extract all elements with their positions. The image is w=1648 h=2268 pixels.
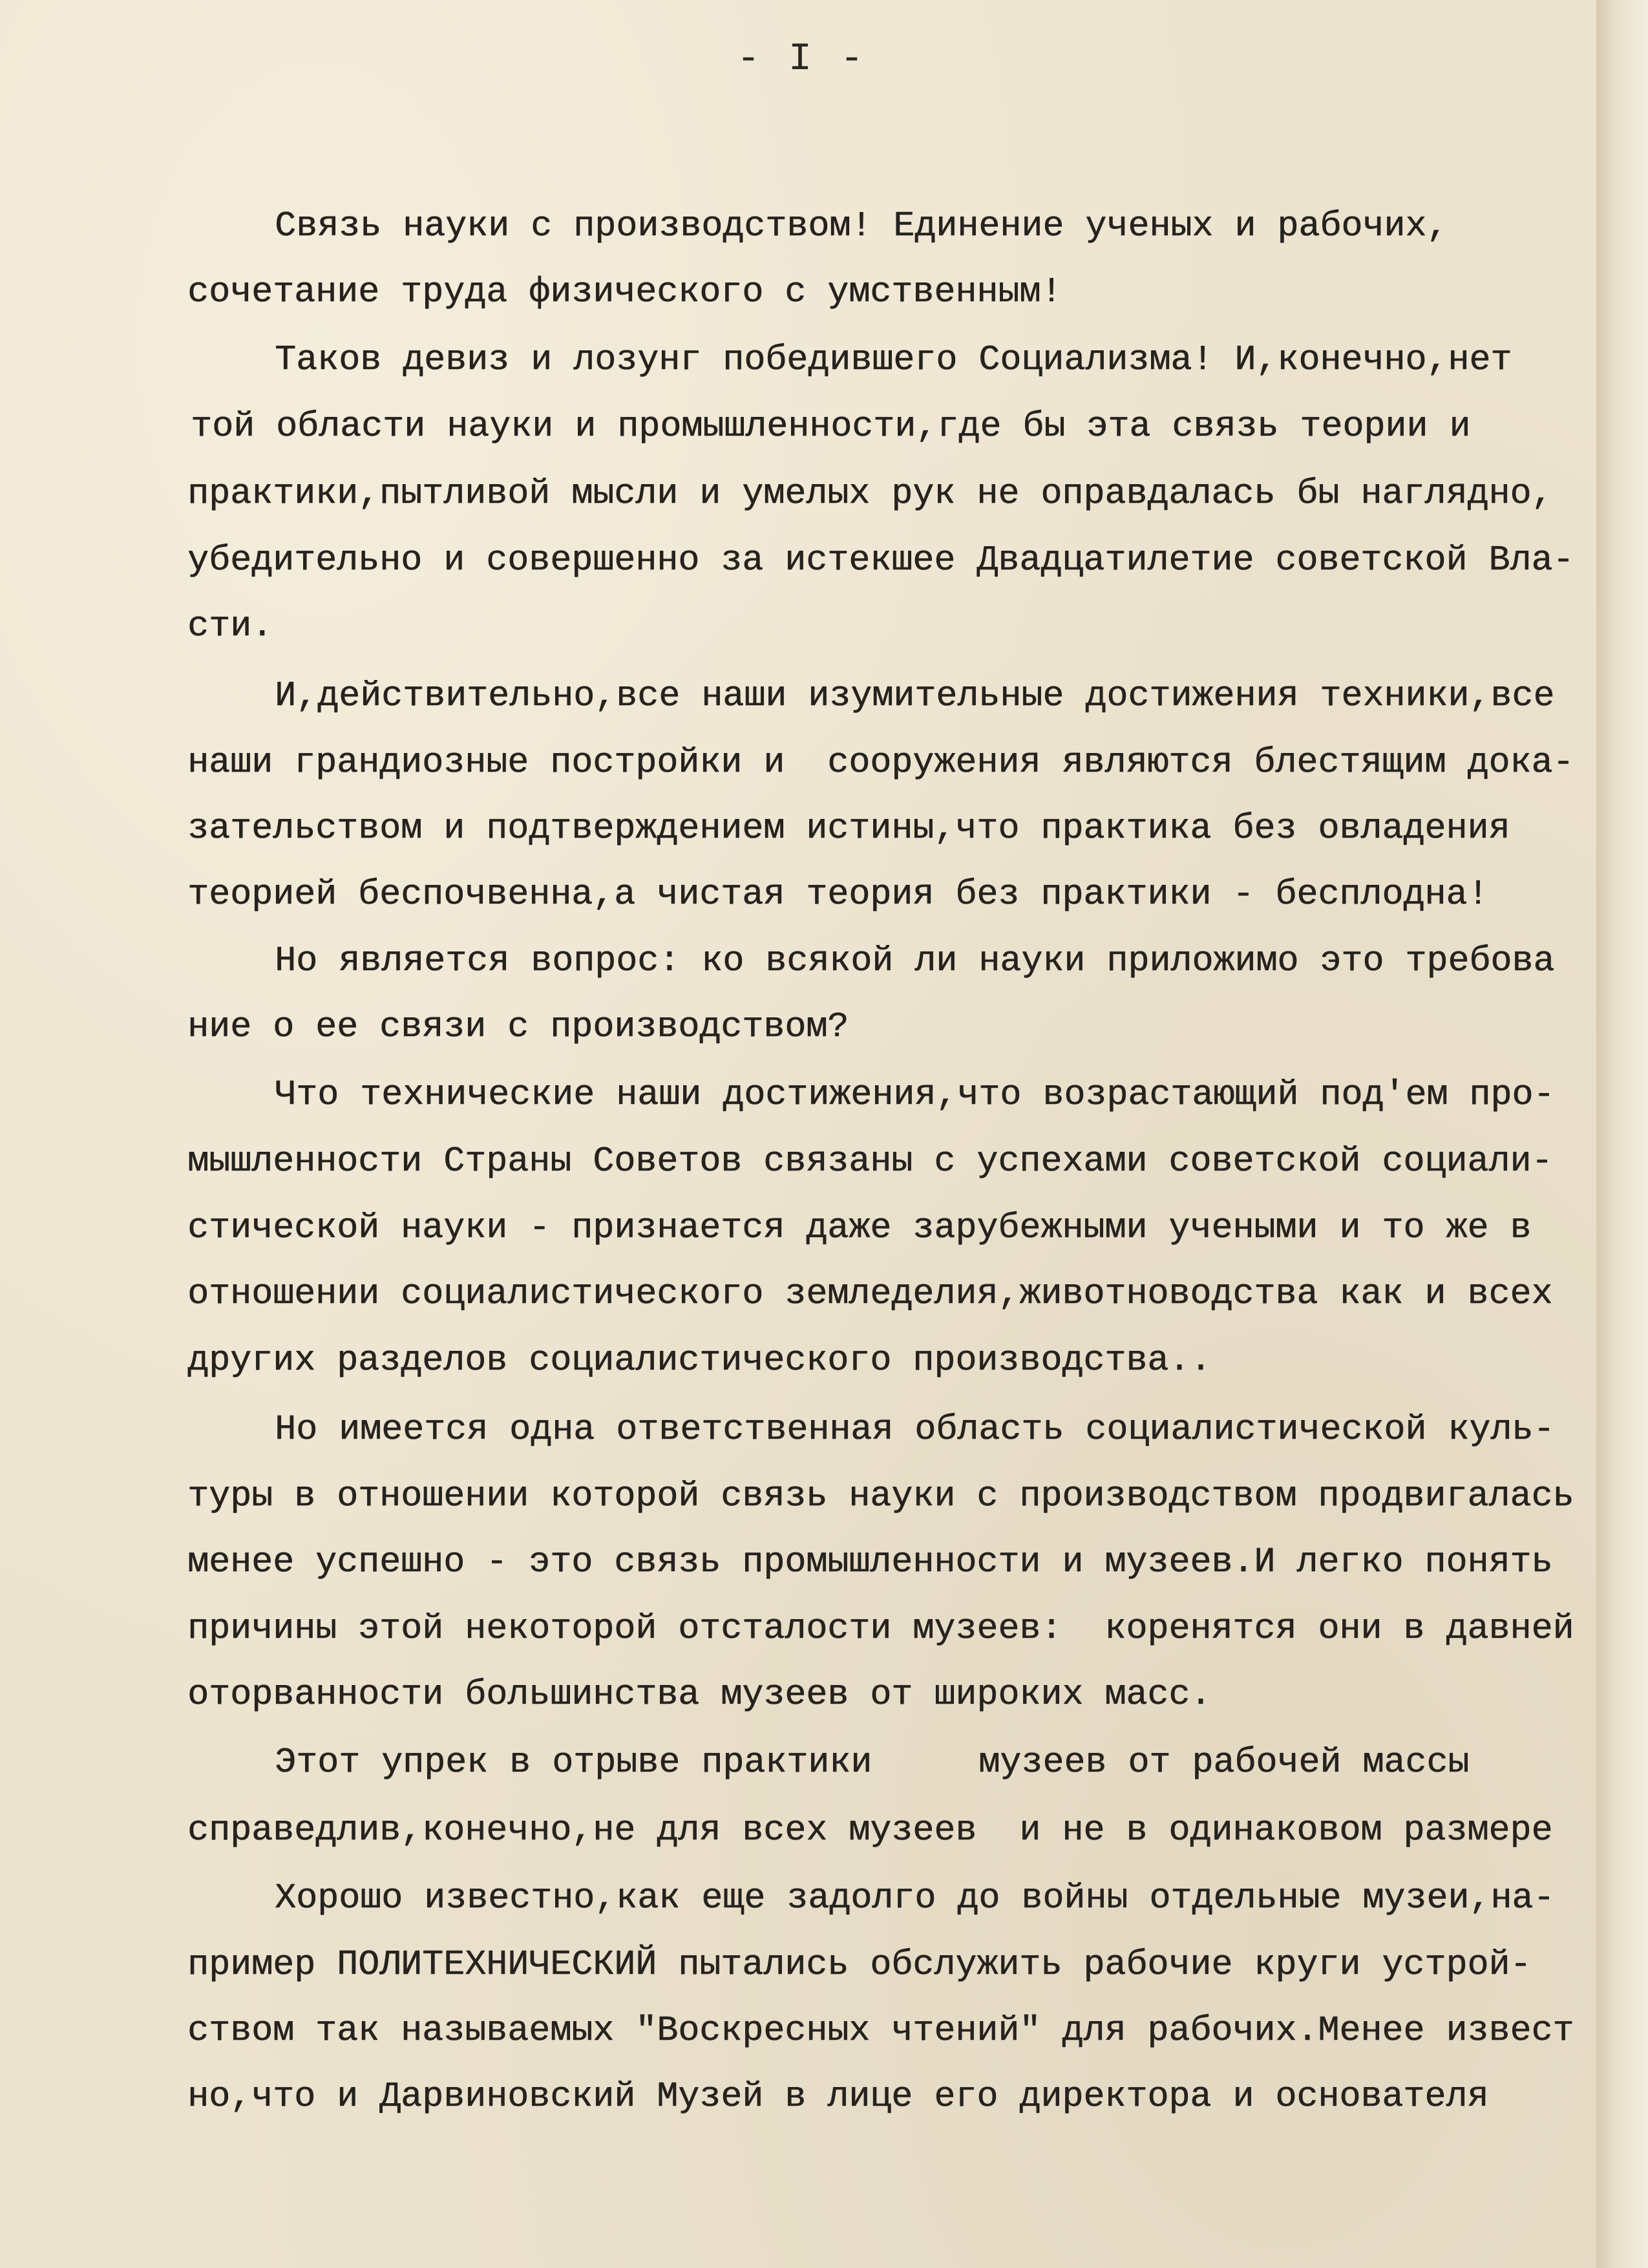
text-line: Этот упрек в отрыве практики музеев от рабочей массы: [275, 1742, 1470, 1783]
text-line: сти.: [187, 606, 273, 646]
text-line: туры в отношении которой связь науки с производством продвигалась: [187, 1476, 1574, 1516]
text-line: теорией беспочвенна,а чистая теория без практики - бесплодна!: [187, 874, 1489, 915]
text-line: зательством и подтверждением истины,что практика без овладения: [187, 808, 1510, 849]
text-line: практики,пытливой мысли и умелых рук не оправдалась бы наглядно,: [187, 473, 1553, 514]
text-line: той области науки и промышленности,где бы эта связь теории и: [191, 406, 1471, 447]
text-line: Хорошо известно,как еще задолго до войны отдельные музеи,на-: [275, 1878, 1555, 1918]
text-line: Но является вопрос: ко всякой ли науки приложимо это требова: [275, 940, 1555, 981]
text-line: Связь науки с производством! Единение ученых и рабочих,: [275, 206, 1448, 246]
text-line: мышленности Страны Советов связаны с успехами советской социали-: [187, 1141, 1553, 1182]
text-line: стической науки - признается даже зарубежными учеными и то же в: [187, 1207, 1532, 1248]
text-line: Но имеется одна ответственная область социалистической куль-: [275, 1409, 1555, 1450]
text-line: но,что и Дарвиновский Музей в лице его директора и основателя: [187, 2076, 1489, 2117]
text-line: оторванности большинства музеев от широких масс.: [187, 1674, 1212, 1715]
text-line: отношении социалистического земледелия,животноводства как и всех: [187, 1273, 1553, 1314]
text-line: ние о ее связи с производством?: [187, 1006, 849, 1047]
text-line: наши грандиозные постройки и сооружения являются блестящим дока-: [187, 742, 1574, 783]
text-line: сочетание труда физического с умственным!: [187, 271, 1062, 312]
text-line: ством так называемых "Воскресных чтений" для рабочих.Менее извест: [187, 2010, 1574, 2051]
text-line: Таков девиз и лозунг победившего Социализма! И,конечно,нет: [275, 339, 1512, 380]
text-line: справедлив,конечно,не для всех музеев и не в одинаковом размере: [187, 1810, 1553, 1850]
text-line: пример ПОЛИТЕХНИЧЕСКИЙ пытались обслужить рабочие круги устрой-: [187, 1944, 1532, 1985]
text-line: убедительно и совершенно за истекшее Двадцатилетие советской Вла-: [187, 540, 1574, 580]
text-line: других разделов социалистического производства..: [187, 1340, 1212, 1381]
text-line: менее успешно - это связь промышленности и музеев.И легко понять: [187, 1542, 1553, 1582]
page-number: - I -: [736, 37, 867, 81]
text-line: И,действительно,все наши изумительные достижения техники,все: [275, 675, 1555, 716]
paper-edge: [1596, 0, 1648, 2268]
text-line: причины этой некоторой отсталости музеев: коренятся они в давней: [187, 1608, 1574, 1649]
text-line: Что технические наши достижения,что возрастающий под'ем про-: [275, 1074, 1555, 1115]
